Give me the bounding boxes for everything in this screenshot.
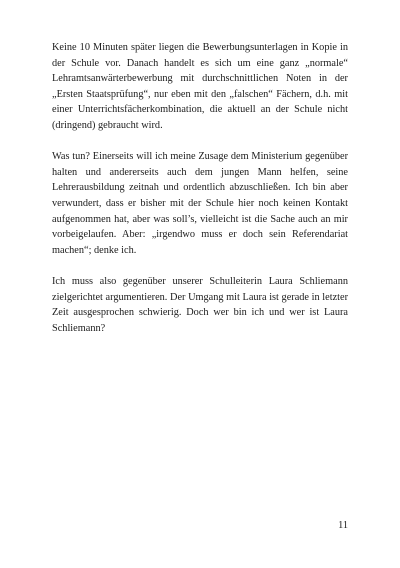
paragraph-3: Ich muss also gegenüber unserer Schulleiterin Laura Schliemann zielgerichtet argumentieren. Der Umgang mit Laura ist gerade in letzter Zeit ausgesprochen schwierig. Doch wer bin ich und wer ist Laura Schliemann? bbox=[52, 275, 348, 334]
paragraph-1: Keine 10 Minuten später liegen die Bewerbungsunterlagen in Kopie in der Schule vor. Danach handelt es sich um eine ganz „normale“ Lehramtsanwärterbewerbung mit durchschnittlichen Noten in der „Ersten Staatsprüfung“, nur eben mit den „falschen“ Fächern, d.h. mit einer Unterrichtsfächerkombination, die aktuell an der Schule nicht (dringend) gebraucht wird. bbox=[52, 42, 348, 131]
page-number: 11 bbox=[338, 520, 348, 531]
paragraph-2: Was tun? Einerseits will ich meine Zusage dem Ministerium gegenüber halten und andererseits auch dem jungen Mann helfen, seine Lehrerausbildung zeitnah und ordentlich abzuschließen. Ich bin aber verwundert, dass er bisher mit der Schule hier noch keinen Kontakt aufgenommen hat, aber was soll’s, vielleicht ist die Sache auch an mir vorbeigelaufen. Aber: „irgendwo muss er doch sein Referendariat machen“; denke ich. bbox=[52, 151, 348, 256]
body-text bbox=[52, 40, 348, 352]
